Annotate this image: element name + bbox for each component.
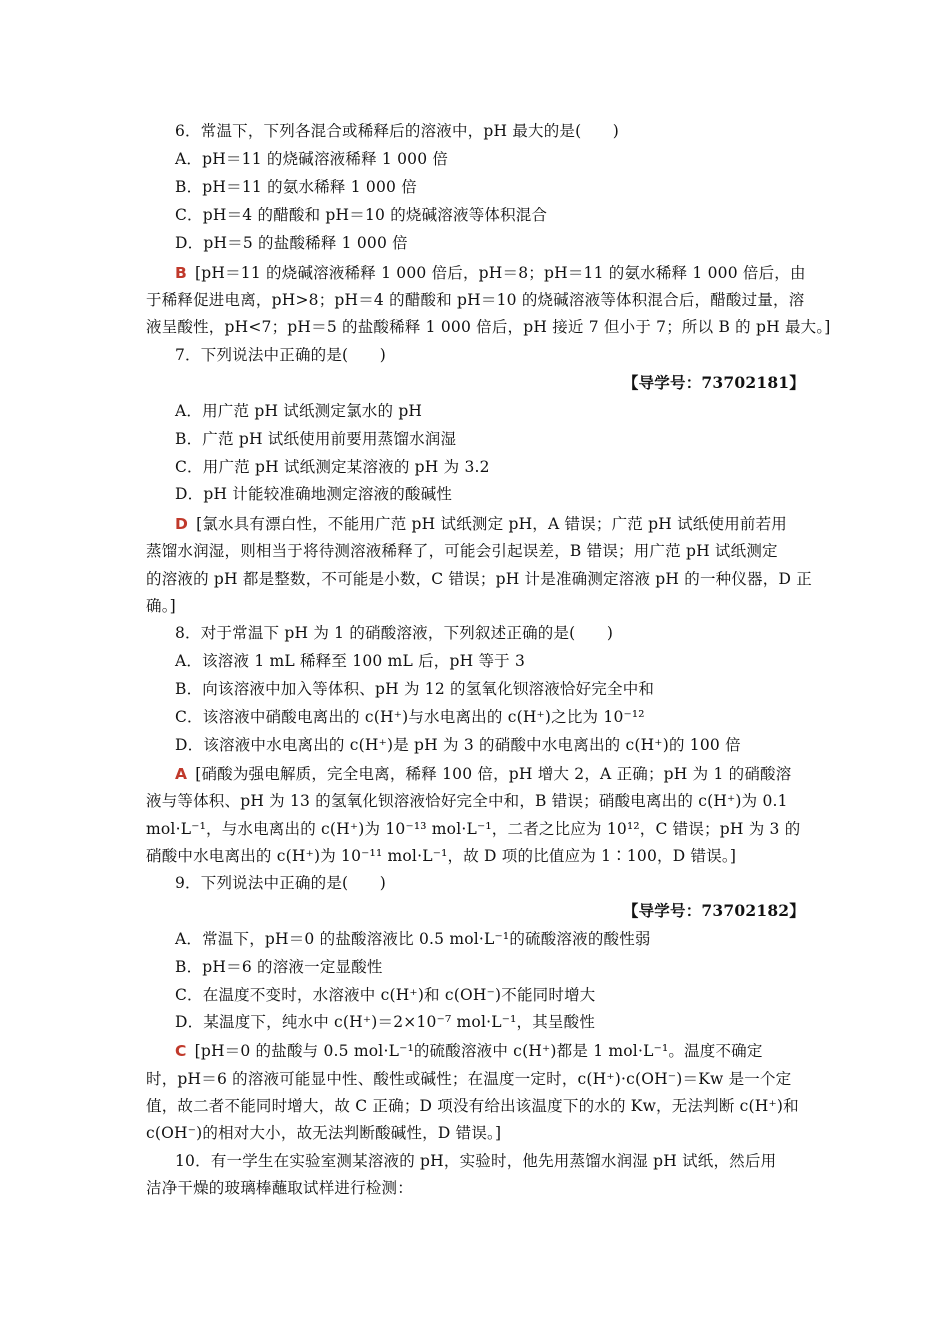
q9-stem: 9．下列说法中正确的是( ) bbox=[175, 874, 386, 892]
q8-option-b: B．向该溶液中加入等体积、pH 为 12 的氢氧化钡溶液恰好完全中和 bbox=[175, 680, 655, 698]
q8-explanation-line-1: A [硝酸为强电解质，完全电离，稀释 100 倍，pH 增大 2，A 正确；pH 为 1 的硝酸溶 bbox=[175, 765, 792, 783]
q6-option-a: A．pH＝11 的烧碱溶液稀释 1 000 倍 bbox=[175, 150, 449, 168]
q8-explanation-line-4: 硝酸中水电离出的 c(H⁺)为 10⁻¹¹ mol·L⁻¹，故 D 项的比值应为 1∶100，D 错误。] bbox=[146, 847, 737, 865]
q7-option-b: B．广范 pH 试纸使用前要用蒸馏水润湿 bbox=[175, 430, 457, 448]
q7-stem: 7．下列说法中正确的是( ) bbox=[175, 346, 386, 364]
q8-explanation-line-3: mol·L⁻¹，与水电离出的 c(H⁺)为 10⁻¹³ mol·L⁻¹，二者之比应为 10¹²，C 错误；pH 为 3 的 bbox=[146, 820, 801, 838]
q8-option-d: D．该溶液中水电离出的 c(H⁺)是 pH 为 3 的硝酸中水电离出的 c(H⁺)的 100 倍 bbox=[175, 736, 741, 754]
q8-option-a: A．该溶液 1 mL 稀释至 100 mL 后，pH 等于 3 bbox=[175, 652, 526, 670]
q7-explanation-line-3: 的溶液的 pH 都是整数，不可能是小数，C 错误；pH 计是准确测定溶液 pH 的一种仪器，D 正 bbox=[146, 570, 812, 588]
q9-explanation-line-3: 值，故二者不能同时增大，故 C 正确；D 项没有给出该温度下的水的 Kw，无法判断 c(H⁺)和 bbox=[146, 1097, 799, 1115]
q9-explanation-line-2: 时，pH＝6 的溶液可能显中性、酸性或碱性；在温度一定时，c(H⁺)·c(OH⁻)＝Kw 是一个定 bbox=[146, 1070, 792, 1088]
q7-explanation-line-2: 蒸馏水润湿，则相当于将待测溶液稀释了，可能会引起误差，B 错误；用广范 pH 试纸测定 bbox=[146, 542, 778, 560]
q9-option-b: B．pH＝6 的溶液一定显酸性 bbox=[175, 958, 383, 976]
q7-option-a: A．用广范 pH 试纸测定氯水的 pH bbox=[175, 402, 423, 420]
q9-answer: C bbox=[175, 1042, 187, 1060]
q10-stem-line-1: 10．有一学生在实验室测某溶液的 pH，实验时，他先用蒸馏水润湿 pH 试纸，然后用 bbox=[175, 1152, 777, 1170]
q7-option-d: D．pH 计能较准确地测定溶液的酸碱性 bbox=[175, 485, 453, 503]
q9-option-a: A．常温下，pH＝0 的盐酸溶液比 0.5 mol·L⁻¹的硫酸溶液的酸性弱 bbox=[175, 930, 651, 948]
q9-guide-number: 【导学号：73702182】 bbox=[622, 901, 805, 920]
q8-stem: 8．对于常温下 pH 为 1 的硝酸溶液，下列叙述正确的是( ) bbox=[175, 624, 614, 642]
q6-stem: 6．常温下，下列各混合或稀释后的溶液中，pH 最大的是( ) bbox=[175, 122, 620, 140]
q10-stem-line-2: 洁净干燥的玻璃棒蘸取试样进行检测： bbox=[146, 1179, 413, 1197]
q6-answer: B bbox=[175, 264, 188, 282]
q7-option-c: C．用广范 pH 试纸测定某溶液的 pH 为 3.2 bbox=[175, 458, 490, 476]
q9-option-d: D．某温度下，纯水中 c(H⁺)＝2×10⁻⁷ mol·L⁻¹，其呈酸性 bbox=[175, 1013, 596, 1031]
q8-option-c: C．该溶液中硝酸电离出的 c(H⁺)与水电离出的 c(H⁺)之比为 10⁻¹² bbox=[175, 708, 645, 726]
q6-explanation-line-3: 液呈酸性，pH<7；pH＝5 的盐酸稀释 1 000 倍后，pH 接近 7 但小于 7；所以 B 的 pH 最大。] bbox=[146, 318, 831, 336]
q9-option-c: C．在温度不变时，水溶液中 c(H⁺)和 c(OH⁻)不能同时增大 bbox=[175, 986, 596, 1004]
q8-explanation-line-2: 液与等体积、pH 为 13 的氢氧化钡溶液恰好完全中和，B 错误；硝酸电离出的 c(H⁺)为 0.1 bbox=[146, 792, 788, 810]
q9-explanation-line-4: c(OH⁻)的相对大小，故无法判断酸碱性，D 错误。] bbox=[146, 1124, 502, 1142]
q6-option-b: B．pH＝11 的氨水稀释 1 000 倍 bbox=[175, 178, 417, 196]
q7-answer: D bbox=[175, 515, 189, 533]
q6-option-d: D．pH＝5 的盐酸稀释 1 000 倍 bbox=[175, 234, 408, 252]
q9-explanation-line-1: C [pH＝0 的盐酸与 0.5 mol·L⁻¹的硫酸溶液中 c(H⁺)都是 1 mol·L⁻¹。温度不确定 bbox=[175, 1042, 763, 1060]
q7-explanation-line-1: D [氯水具有漂白性，不能用广范 pH 试纸测定 pH，A 错误；广范 pH 试纸使用前若用 bbox=[175, 515, 788, 533]
q8-answer: A bbox=[175, 765, 188, 783]
q7-guide-number: 【导学号：73702181】 bbox=[622, 373, 805, 392]
q6-option-c: C．pH＝4 的醋酸和 pH＝10 的烧碱溶液等体积混合 bbox=[175, 206, 548, 224]
q6-explanation-line-1: B [pH＝11 的烧碱溶液稀释 1 000 倍后，pH＝8；pH＝11 的氨水稀释 1 000 倍后，由 bbox=[175, 264, 806, 282]
q7-explanation-line-4: 确。] bbox=[146, 597, 176, 615]
q6-explanation-line-2: 于稀释促进电离，pH>8；pH＝4 的醋酸和 pH＝10 的烧碱溶液等体积混合后，醋酸过量，溶 bbox=[146, 291, 805, 309]
